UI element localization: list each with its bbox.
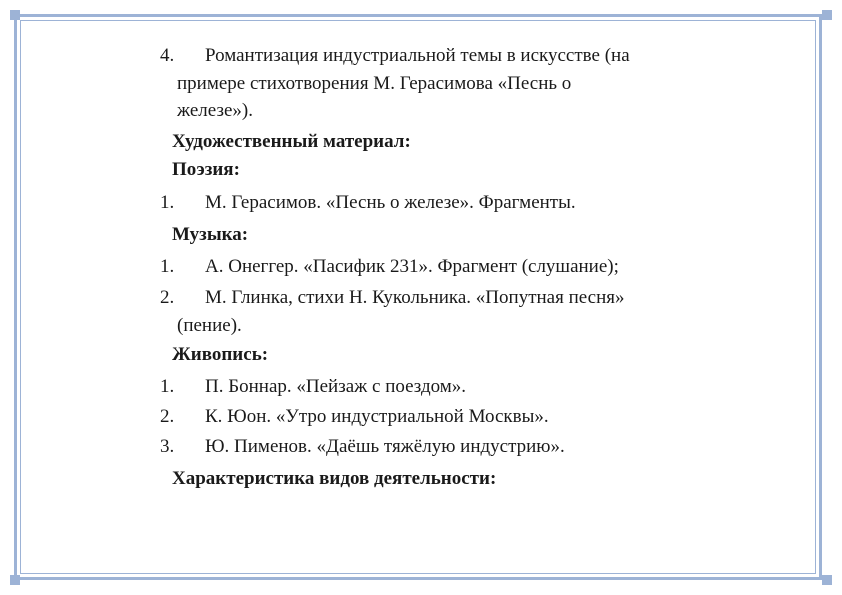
item4-text-line2: примере стихотворения М. Герасимова «Песнь о — [177, 73, 572, 94]
heading-artistic-material: Художественный материал: — [172, 131, 411, 152]
painting-item-3-number: 3. — [160, 436, 175, 457]
painting-item-3-text: Ю. Пименов. «Даёшь тяжёлую индустрию». — [205, 436, 565, 457]
music-item-2-text: М. Глинка, стихи Н. Кукольника. «Попутная песня» — [205, 287, 625, 308]
heading-painting: Живопись: — [172, 344, 269, 365]
music-item-2-text-cont: (пение). — [177, 315, 242, 336]
heading-poetry: Поэзия: — [172, 159, 240, 180]
item4-number: 4. — [160, 45, 175, 66]
painting-item-2-text: К. Юон. «Утро индустриальной Москвы». — [205, 406, 549, 427]
painting-item-1-number: 1. — [160, 376, 175, 397]
item4-text-line3: железе»). — [177, 100, 253, 121]
painting-item-1-text: П. Боннар. «Пейзаж с поездом». — [205, 376, 467, 397]
music-item-2-number: 2. — [160, 287, 175, 308]
music-item-1-text: А. Онеггер. «Пасифик 231». Фрагмент (слушание); — [205, 256, 619, 277]
item4-text-line1: Романтизация индустриальной темы в искусстве (на — [205, 45, 630, 66]
music-item-1-number: 1. — [160, 256, 175, 277]
poetry-item-1-text: М. Герасимов. «Песнь о железе». Фрагменты. — [205, 192, 576, 213]
painting-item-2-number: 2. — [160, 406, 175, 427]
heading-music: Музыка: — [172, 224, 249, 245]
heading-activities: Характеристика видов деятельности: — [172, 468, 497, 489]
poetry-item-1-number: 1. — [160, 192, 175, 213]
